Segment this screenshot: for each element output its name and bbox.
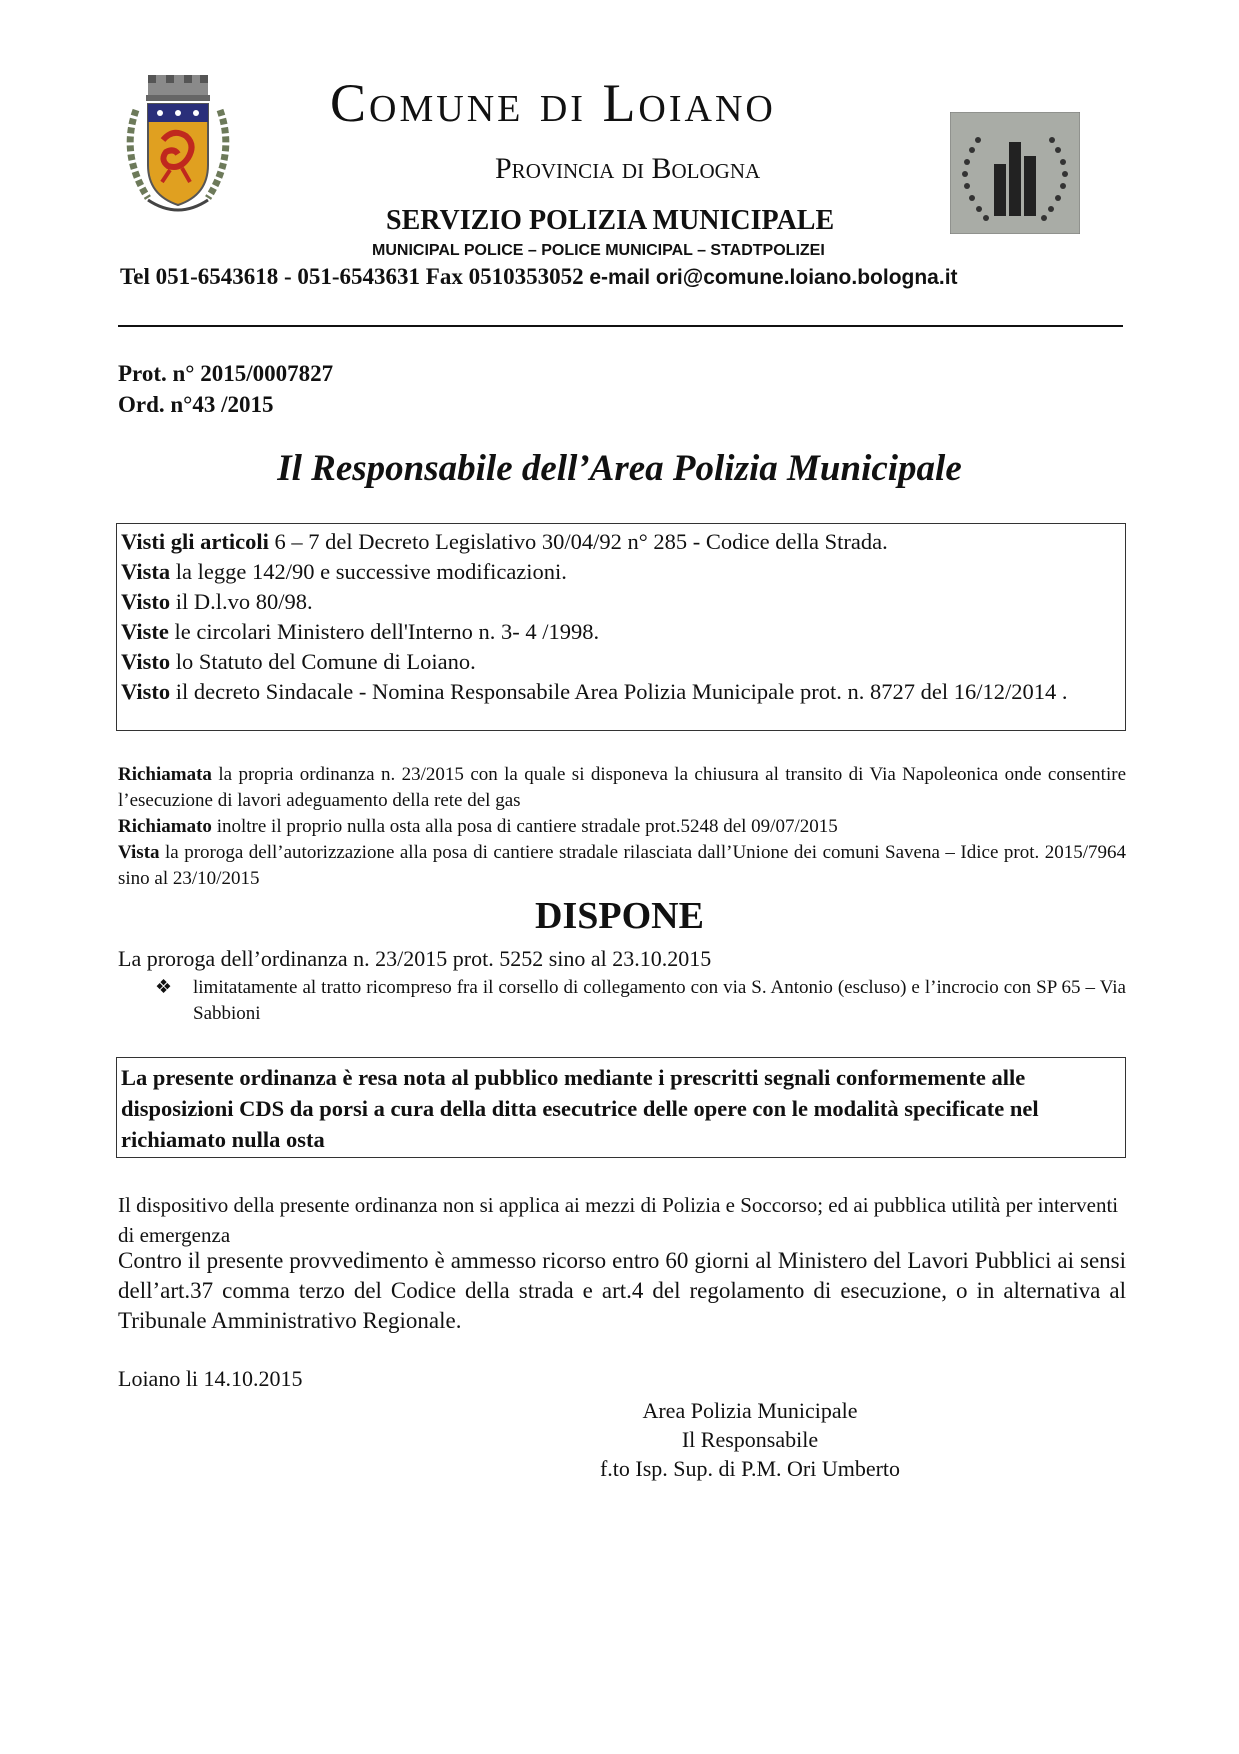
protocol-block [118, 358, 333, 420]
richiamo-line: Richiamato inoltre il proprio nulla osta alla posa di cantiere stradale prot.5248 del 09/07/2015 [118, 816, 838, 837]
visti-line: Viste le circolari Ministero dell'Interno n. 3- 4 /1998. [121, 619, 600, 644]
visti-box [116, 523, 1126, 731]
header-divider [118, 325, 1123, 327]
visti-line: Visto il D.l.vo 80/98. [121, 589, 313, 614]
place-date: Loiano li 14.10.2015 [118, 1366, 303, 1391]
signature-role: Il Responsabile [681, 1427, 819, 1452]
service-subtitle: MUNICIPAL POLICE – POLICE MUNICIPAL – STADTPOLIZEI [372, 242, 825, 259]
protocol-number: Prot. n° 2015/0007827 [118, 361, 334, 386]
municipality-title: Comune di Loiano [330, 73, 776, 133]
visti-line: Visti gli articoli 6 – 7 del Decreto Legislativo 30/04/92 n° 285 - Codice della Strada. [121, 529, 888, 554]
richiamo-line: Richiamata la propria ordinanza n. 23/2015 con la quale si disponeva la chiusura al transito di Via Napoleonica onde consentire l’esecuzione di lavori adeguamento della rete del gas [118, 764, 1126, 811]
contact-email: e-mail ori@comune.loiano.bologna.it [589, 266, 958, 289]
dispone-text: La proroga dell’ordinanza n. 23/2015 prot. 5252 sino al 23.10.2015 [118, 946, 712, 971]
ordinance-number: Ord. n°43 /2015 [118, 392, 274, 417]
contact-phone: Tel 051-6543618 - 051-6543631 Fax 0510353052 [120, 264, 584, 289]
document-heading: Il Responsabile dell’Area Polizia Municipale [277, 448, 962, 489]
signature-name: f.to Isp. Sup. di P.M. Ori Umberto [599, 1456, 901, 1481]
exemption-paragraph: Il dispositivo della presente ordinanza non si applica ai mezzi di Polizia e Soccorso; ed ai pubblica utilità per interventi di emergenza [118, 1193, 1119, 1247]
service-title: SERVIZIO POLIZIA MUNICIPALE [386, 205, 835, 236]
dispone-bullet [155, 975, 1126, 1027]
richiami-block [118, 762, 1126, 892]
notice-box: La presente ordinanza è resa nota al pubblico mediante i prescritti segnali conformemente alle disposizioni CDS da porsi a cura della ditta esecutrice delle opere con le modalità specificate nel richiamato nulla osta [116, 1057, 1126, 1158]
visti-line: Vista la legge 142/90 e successive modificazioni. [121, 559, 567, 584]
appeal-paragraph: Contro il presente provvedimento è ammesso ricorso entro 60 giorni al Ministero del Lavori Pubblici ai sensi dell’art.37 comma terzo del Codice della strada e art.4 del regolamento di esecuzione, o in alternativa al Tribunale Amministrativo Regionale. [118, 1248, 1126, 1333]
richiamo-line: Vista la proroga dell’autorizzazione alla posa di cantiere stradale rilasciata dall’Unione dei comuni Savena – Idice prot. 2015/7964 sino al 23/10/2015 [118, 842, 1126, 889]
diamond-bullet-icon: ❖ [155, 977, 173, 998]
visti-line: Visto lo Statuto del Comune di Loiano. [121, 649, 476, 674]
visti-line: Visto il decreto Sindacale - Nomina Responsabile Area Polizia Municipale prot. n. 8727 del 16/12/2014 . [121, 679, 1068, 704]
signature-office: Area Polizia Municipale [642, 1398, 858, 1423]
bullet-text: limitatamente al tratto ricompreso fra il corsello di collegamento con via S. Antonio (escluso) e l’incrocio con SP 65 – Via Sabbioni [193, 977, 1126, 1024]
police-emblem-icon [950, 112, 1080, 234]
contact-line [120, 264, 958, 290]
province-title: Provincia di Bologna [495, 152, 761, 185]
municipal-crest-icon [118, 70, 238, 220]
dispone-title: DISPONE [535, 895, 704, 937]
signature-block [540, 1396, 960, 1483]
